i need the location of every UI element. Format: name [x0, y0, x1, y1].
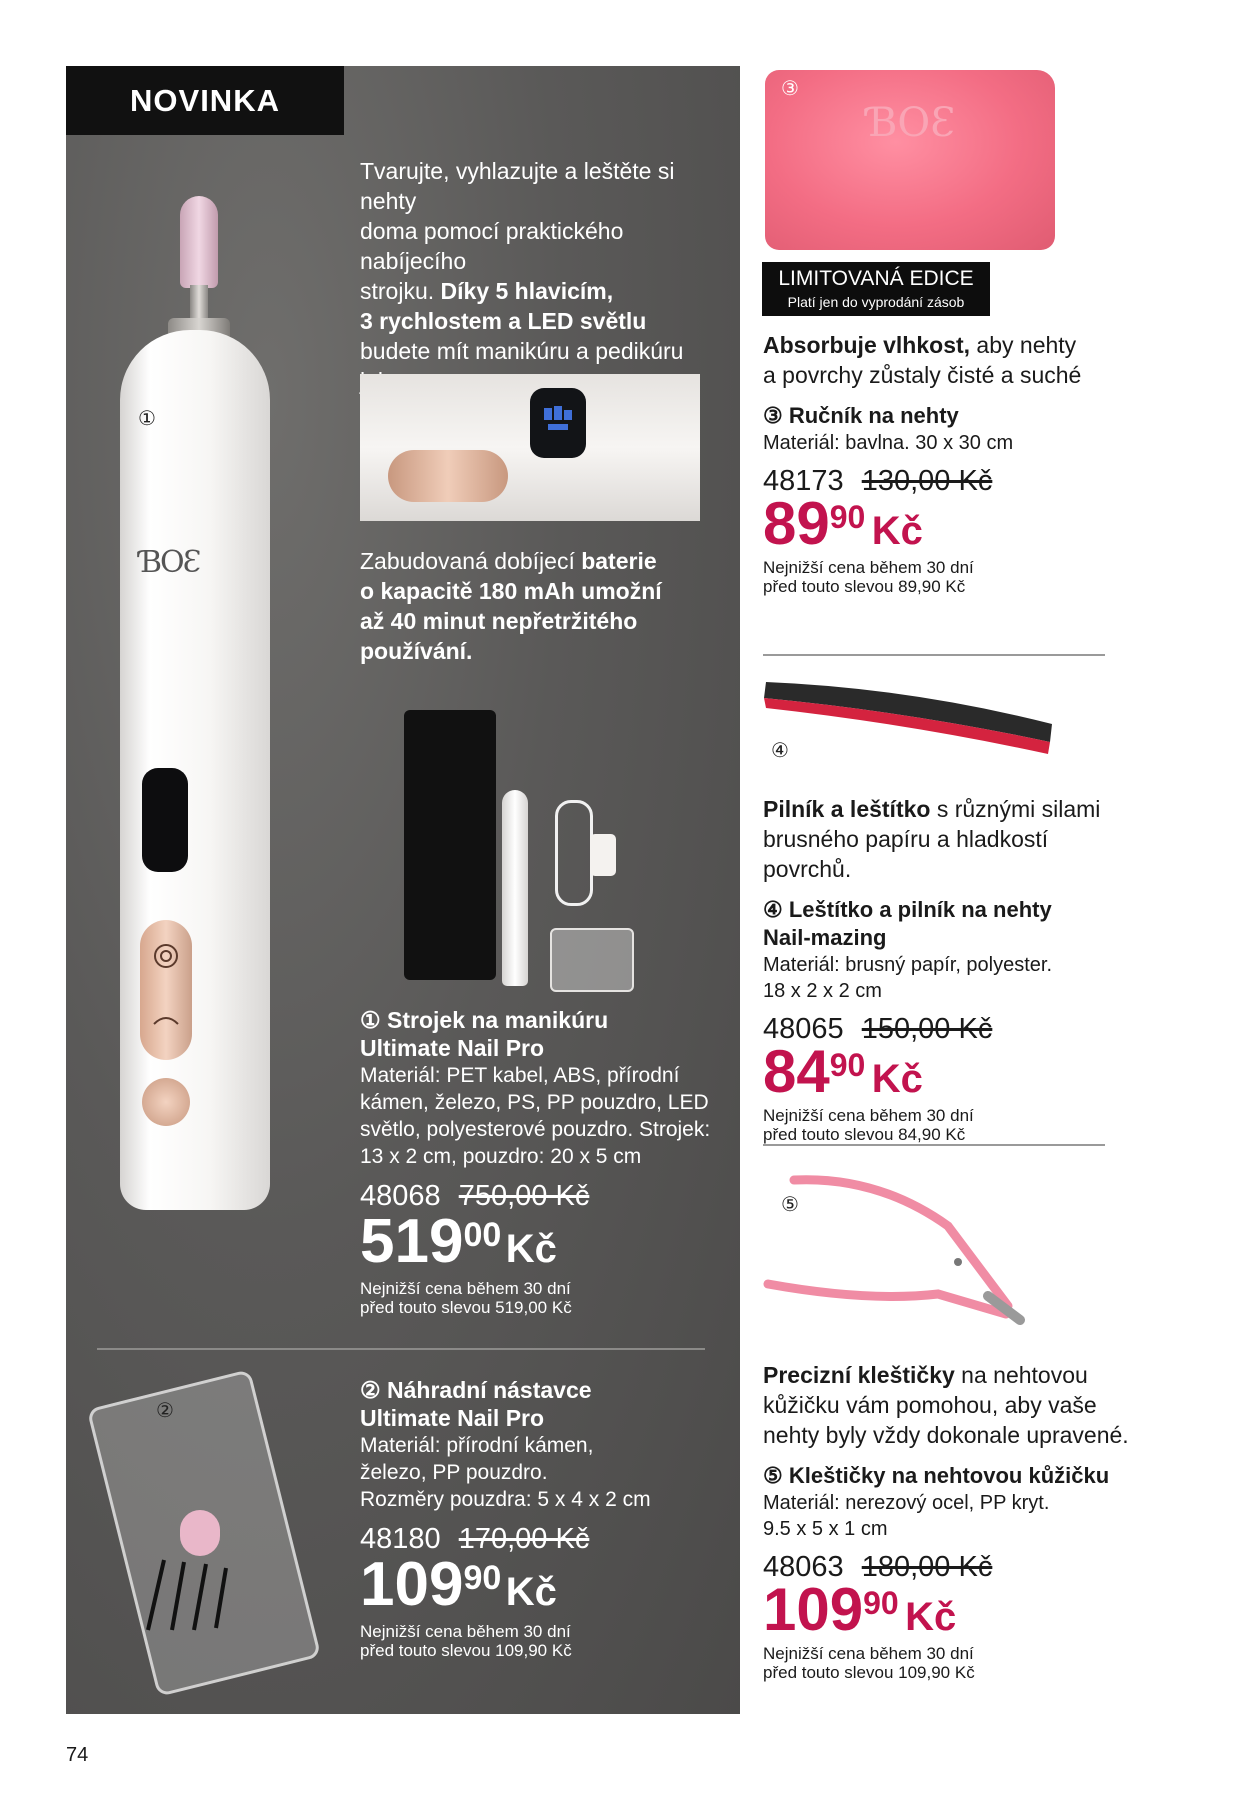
battery-line: Zabudovaná dobíjecí baterie [360, 548, 657, 574]
product-4-desc-line2: brusného papíru a hladkostí povrchů. [763, 826, 1049, 882]
product-1-name: ① Strojek na manikúru [360, 1007, 609, 1033]
device-light-button [142, 1078, 190, 1126]
led-display-icon [530, 388, 586, 458]
product-2-block [360, 1376, 730, 1660]
accessories-device-image [502, 790, 528, 986]
product-4-material: Materiál: brusný papír, polyester. 18 x 2 x 2 cm [763, 954, 1053, 1002]
intro-line: doma pomocí praktického nabíjecího [360, 218, 624, 274]
device-shaft [190, 285, 208, 321]
circle-number-3-image: ③ [781, 78, 799, 100]
intro-line: budete mít manikúru a pedikúru [360, 338, 684, 364]
device-detail-photo [360, 374, 700, 521]
left-separator [97, 1348, 705, 1350]
product-code: 48063 [763, 1551, 844, 1583]
cable-image [555, 800, 593, 906]
product-2-name-line2: Ultimate Nail Pro [360, 1405, 545, 1431]
nail-file-image [760, 668, 1056, 760]
intro-line: 3 rychlostem a LED světlu [360, 308, 647, 334]
device-speed-buttons [140, 920, 192, 1060]
towel-image [765, 70, 1055, 250]
old-price: 170,00 Kč [458, 1523, 590, 1555]
product-3-desc-line2: a povrchy zůstaly čisté a suché [763, 362, 1082, 388]
product-3-block [763, 330, 1123, 596]
cuticle-nippers-image [758, 1166, 1058, 1346]
product-3-name: ③ Ručník na nehty [763, 403, 959, 428]
old-price: 750,00 Kč [458, 1180, 590, 1212]
product-2-note: Nejnižší cena během 30 dní před touto slevou 109,90 Kč [360, 1622, 572, 1660]
novinka-badge: NOVINKA [66, 66, 344, 135]
old-price: 130,00 Kč [861, 465, 993, 497]
battery-line: používání. [360, 638, 473, 664]
product-3-note: Nejnižší cena během 30 dní před touto slevou 89,90 Kč [763, 558, 974, 596]
battery-line: o kapacitě 180 mAh umožní [360, 578, 662, 604]
device-button-icons [140, 920, 192, 1060]
tips-image [128, 1520, 248, 1640]
product-5-desc: Precizní kleštičky na nehtovou [763, 1362, 1088, 1388]
device-logo: ƁOƐ [140, 545, 200, 580]
product-code: 48173 [763, 465, 844, 497]
product-code: 48065 [763, 1013, 844, 1045]
product-5-name: ⑤ Kleštičky na nehtovou kůžičku [763, 1463, 1110, 1488]
battery-line: až 40 minut nepřetržitého [360, 608, 638, 634]
right-separator-1 [763, 654, 1105, 656]
storage-bag-image [404, 710, 496, 980]
product-4-name-line2: Nail-mazing [763, 925, 887, 950]
towel-logo: ƁOƐ [868, 100, 956, 146]
product-5-block [763, 1360, 1143, 1682]
product-2-price: 10990 Kč [360, 1550, 557, 1619]
circle-number-1-image: ① [138, 408, 156, 430]
device-grinding-bit [180, 196, 218, 288]
product-1-note: Nejnižší cena během 30 dní před touto slevou 519,00 Kč [360, 1279, 572, 1317]
product-5-note: Nejnižší cena během 30 dní před touto slevou 109,90 Kč [763, 1644, 975, 1682]
product-2-material: Materiál: přírodní kámen, železo, PP pouzdro. Rozměry pouzdra: 5 x 4 x 2 cm [360, 1434, 651, 1511]
circle-number-5-image: ⑤ [781, 1194, 799, 1216]
product-code: 48068 [360, 1180, 441, 1212]
old-price: 180,00 Kč [861, 1551, 993, 1583]
cap-image [590, 834, 616, 876]
product-5-material: Materiál: nerezový ocel, PP kryt. 9.5 x 5 x 1 cm [763, 1492, 1050, 1540]
intro-line: strojku. Díky 5 hlavicím, [360, 278, 614, 304]
old-price: 150,00 Kč [861, 1013, 993, 1045]
battery-text [360, 546, 720, 666]
product-4-name: ④ Leštítko a pilník na nehty [763, 897, 1052, 922]
product-1-material: Materiál: PET kabel, ABS, přírodní kámen, železo, PS, PP pouzdro, LED světlo, polyesterové pouzdro. Strojek: 13 x 2 cm, pouzdro: 20 x 5 cm [360, 1064, 711, 1168]
product-1-name-line2: Ultimate Nail Pro [360, 1035, 545, 1061]
product-2-name: ② Náhradní nástavce [360, 1377, 592, 1403]
manicure-device-image [120, 330, 270, 1210]
right-separator-2 [763, 1144, 1105, 1146]
detail-button [388, 450, 508, 502]
product-4-block [763, 794, 1123, 1144]
product-5-desc-line3: nehty byly vždy dokonale upravené. [763, 1422, 1129, 1448]
product-1-block [360, 1006, 730, 1317]
circle-number-4-image: ④ [771, 740, 789, 762]
limited-edition-badge [762, 262, 990, 316]
product-3-desc: Absorbuje vlhkost, aby nehty [763, 332, 1077, 358]
detail-led-screen [530, 388, 586, 458]
product-3-price: 8990 Kč [763, 490, 923, 557]
circle-number-2-image: ② [156, 1400, 174, 1422]
product-5-price: 10990 Kč [763, 1576, 957, 1643]
product-3-material: Materiál: bavlna. 30 x 30 cm [763, 432, 1014, 454]
product-4-price: 8490 Kč [763, 1038, 923, 1105]
device-screen [142, 768, 188, 872]
limited-subtitle: Platí jen do vyprodání zásob [787, 294, 965, 310]
product-code: 48180 [360, 1523, 441, 1555]
page-number: 74 [66, 1744, 89, 1766]
product-5-desc-line2: kůžičku vám pomohou, aby vaše [763, 1392, 1097, 1418]
tips-case-small-image [550, 928, 634, 992]
limited-title: LIMITOVANÁ EDICE [778, 267, 974, 290]
product-1-price: 51900 Kč [360, 1207, 557, 1276]
intro-line: Tvarujte, vyhlazujte a leštěte si nehty [360, 158, 675, 214]
product-4-desc: Pilník a leštítko s různými silami [763, 796, 1101, 822]
product-4-note: Nejnižší cena během 30 dní před touto slevou 84,90 Kč [763, 1106, 974, 1144]
